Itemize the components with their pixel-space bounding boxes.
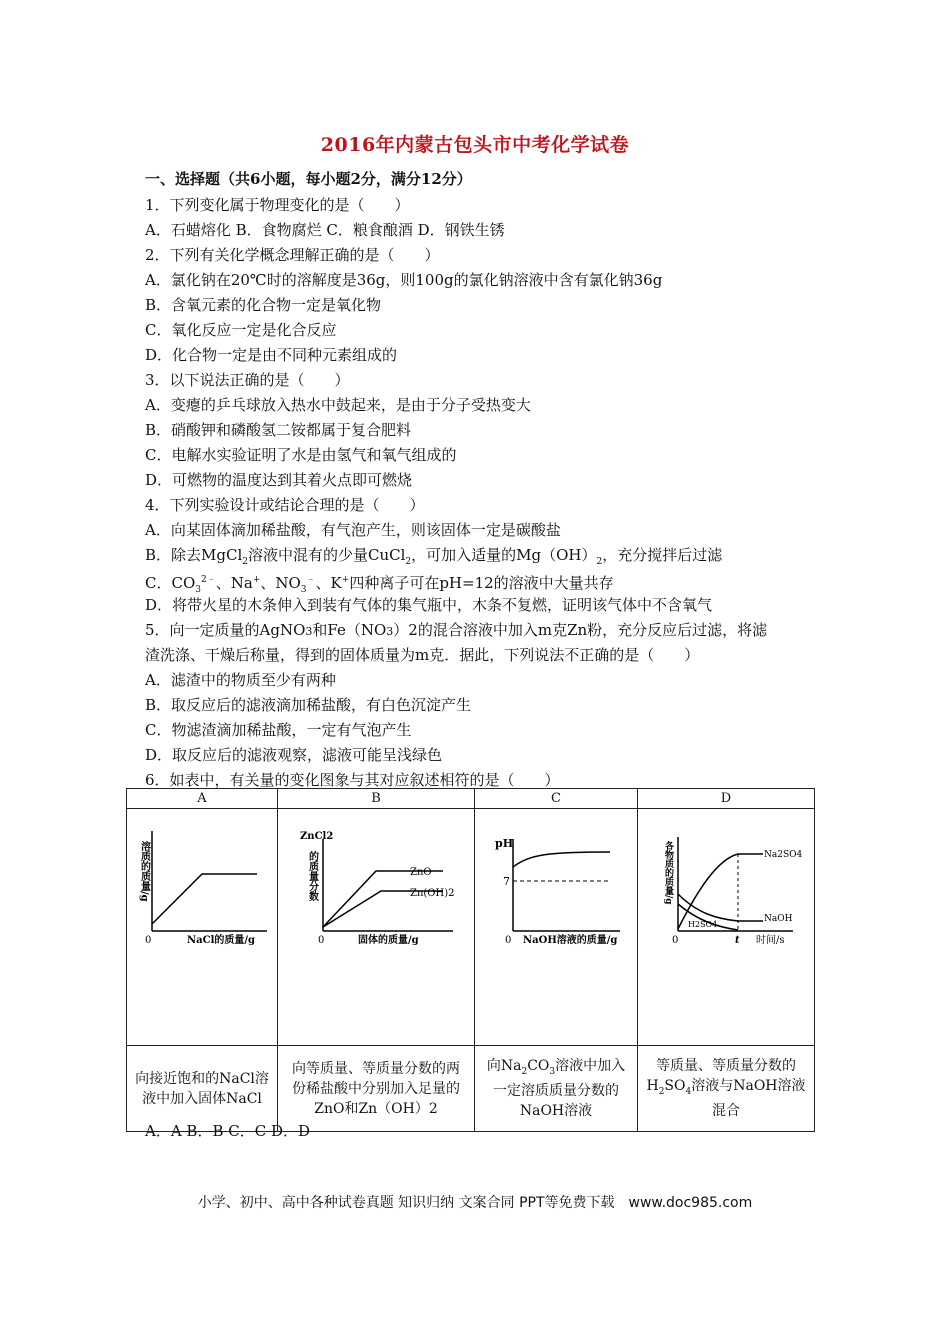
graph-c-tick-7: 7 <box>503 875 510 888</box>
q2-option-c: C．氧化反应一定是化合反应 <box>145 321 337 339</box>
graph-a-xlabel: NaCl的质量/g <box>187 935 256 946</box>
q1-stem: 1．下列变化属于物理变化的是（ ） <box>145 196 410 214</box>
header-d: D <box>638 789 815 809</box>
graph-d-xlabel: 时间/s <box>756 935 785 946</box>
graph-b-line1-label: ZnO <box>410 867 432 878</box>
q2-stem: 2．下列有关化学概念理解正确的是（ ） <box>145 246 440 264</box>
caption-a: 向接近饱和的NaCl溶液中加入固体NaCl <box>127 1046 278 1132</box>
graph-a-origin: 0 <box>145 935 152 946</box>
q5-option-a: A．滤渣中的物质至少有两种 <box>145 671 336 689</box>
graph-b-xlabel: 固体的质量/g <box>358 935 419 946</box>
q6-stem: 6．如表中，有关量的变化图象与其对应叙述相符的是（ ） <box>145 771 560 789</box>
graph-d-line2-label: NaOH <box>764 914 793 924</box>
q5-stem-line2: 渣洗涤、干燥后称量，得到的固体质量为m克．据此，下列说法不正确的是（ ） <box>145 646 700 664</box>
q5-option-d: D．取反应后的滤液观察，滤液可能呈浅绿色 <box>145 746 443 764</box>
q4-option-d: D．将带火星的木条伸入到装有气体的集气瓶中，木条不复燃，证明该气体中不含氧气 <box>145 596 713 614</box>
caption-d: 等质量、等质量分数的$H_2SO_4$溶液与NaOH溶液混合 <box>638 1046 815 1132</box>
page-footer: 小学、初中、高中各种试卷真题 知识归纳 文案合同 PPT等免费下载 www.doc985.com <box>197 1195 753 1211</box>
q3-option-c: C．电解水实验证明了水是由氢气和氧气组成的 <box>145 446 457 464</box>
caption-c: 向$Na_2CO_3$溶液中加入一定溶质质量分数的NaOH溶液 <box>475 1046 638 1132</box>
graph-b-ylabel-top: ZnCl2 <box>300 831 334 842</box>
graph-c-origin: 0 <box>505 935 512 946</box>
header-c: C <box>475 789 638 809</box>
q5-option-b: B．取反应后的滤液滴加稀盐酸，有白色沉淀产生 <box>145 696 472 714</box>
caption-b: 向等质量、等质量分数的两份稀盐酸中分别加入足量的ZnO和Zn（OH）2 <box>278 1046 475 1132</box>
exam-title: 2016年内蒙古包头市中考化学试卷 <box>320 134 630 156</box>
graph-d-line1-label: Na2SO4 <box>764 850 803 860</box>
q2-option-a: A．氯化钠在20℃时的溶解度是36g，则100g的氯化钠溶液中含有氯化钠36g <box>145 271 663 289</box>
graph-b-line2-label: Zn(OH)2 <box>410 888 455 899</box>
q3-stem: 3．以下说法正确的是（ ） <box>145 371 350 389</box>
q4-option-c: C．$CO_3^{2﹣}$、Na+、$NO_3^﹣$、K+四种离子可在pH=12的溶液中大量共存 <box>145 574 614 595</box>
graph-d-ylabel: 各物质的质量/g <box>663 841 673 905</box>
q3-option-b: B．硝酸钾和磷酸氢二铵都属于复合肥料 <box>145 421 412 439</box>
graph-a-ylabel: 溶质的质量/g <box>138 841 150 902</box>
graph-d-origin: 0 <box>672 935 679 946</box>
graph-c <box>475 809 637 1041</box>
graph-c-xlabel: NaOH溶液的质量/g <box>523 935 618 946</box>
graph-a-cell <box>127 809 278 1046</box>
graph-c-ylabel: pH <box>495 837 514 850</box>
q2-option-b: B．含氧元素的化合物一定是氧化物 <box>145 296 382 314</box>
graph-b-ylabel: 的质量分数 <box>306 851 318 901</box>
q4-option-a: A．向某固体滴加稀盐酸，有气泡产生，则该固体一定是碳酸盐 <box>145 521 561 539</box>
q1-options: A．石蜡熔化 B．食物腐烂 C．粮食酿酒 D．钢铁生锈 <box>145 221 505 239</box>
q4-option-b: B．除去MgCl$_2$溶液中混有的少量CuCl$_2$，可加入适量的$Mg(OH)_2$，充分搅拌后过滤 <box>145 546 723 567</box>
graph-d-tick-t: t <box>735 935 740 946</box>
q6-options: A．A B．B C．C D．D <box>145 1122 311 1140</box>
q3-option-d: D．可燃物的温度达到其着火点即可燃烧 <box>145 471 413 489</box>
q5-option-c: C．物滤渣滴加稀盐酸，一定有气泡产生 <box>145 721 412 739</box>
header-b: B <box>278 789 475 809</box>
graph-b <box>278 809 474 1041</box>
q4-stem: 4．下列实验设计或结论合理的是（ ） <box>145 496 425 514</box>
graph-b-cell <box>278 809 475 1046</box>
header-a: A <box>127 789 278 809</box>
q3-option-a: A．变瘪的乒乓球放入热水中鼓起来，是由于分子受热变大 <box>145 396 531 414</box>
graph-table <box>126 788 815 1132</box>
q2-option-d: D．化合物一定是由不同种元素组成的 <box>145 346 398 364</box>
graph-b-origin: 0 <box>318 935 325 946</box>
question-list <box>145 193 825 793</box>
graph-d-line3-label: H2SO4 <box>688 920 718 929</box>
graph-c-cell <box>475 809 638 1046</box>
q5-stem-line1: 5．向一定质量的AgNO3和Fe（NO3）2的混合溶液中加入m克Zn粉，充分反应后过滤，将滤 <box>145 621 768 639</box>
graph-d <box>638 809 814 1041</box>
section-heading: 一、选择题（共6小题，每小题2分，满分12分） <box>145 170 472 188</box>
graph-d-cell <box>638 809 815 1046</box>
graph-a <box>127 809 277 1041</box>
